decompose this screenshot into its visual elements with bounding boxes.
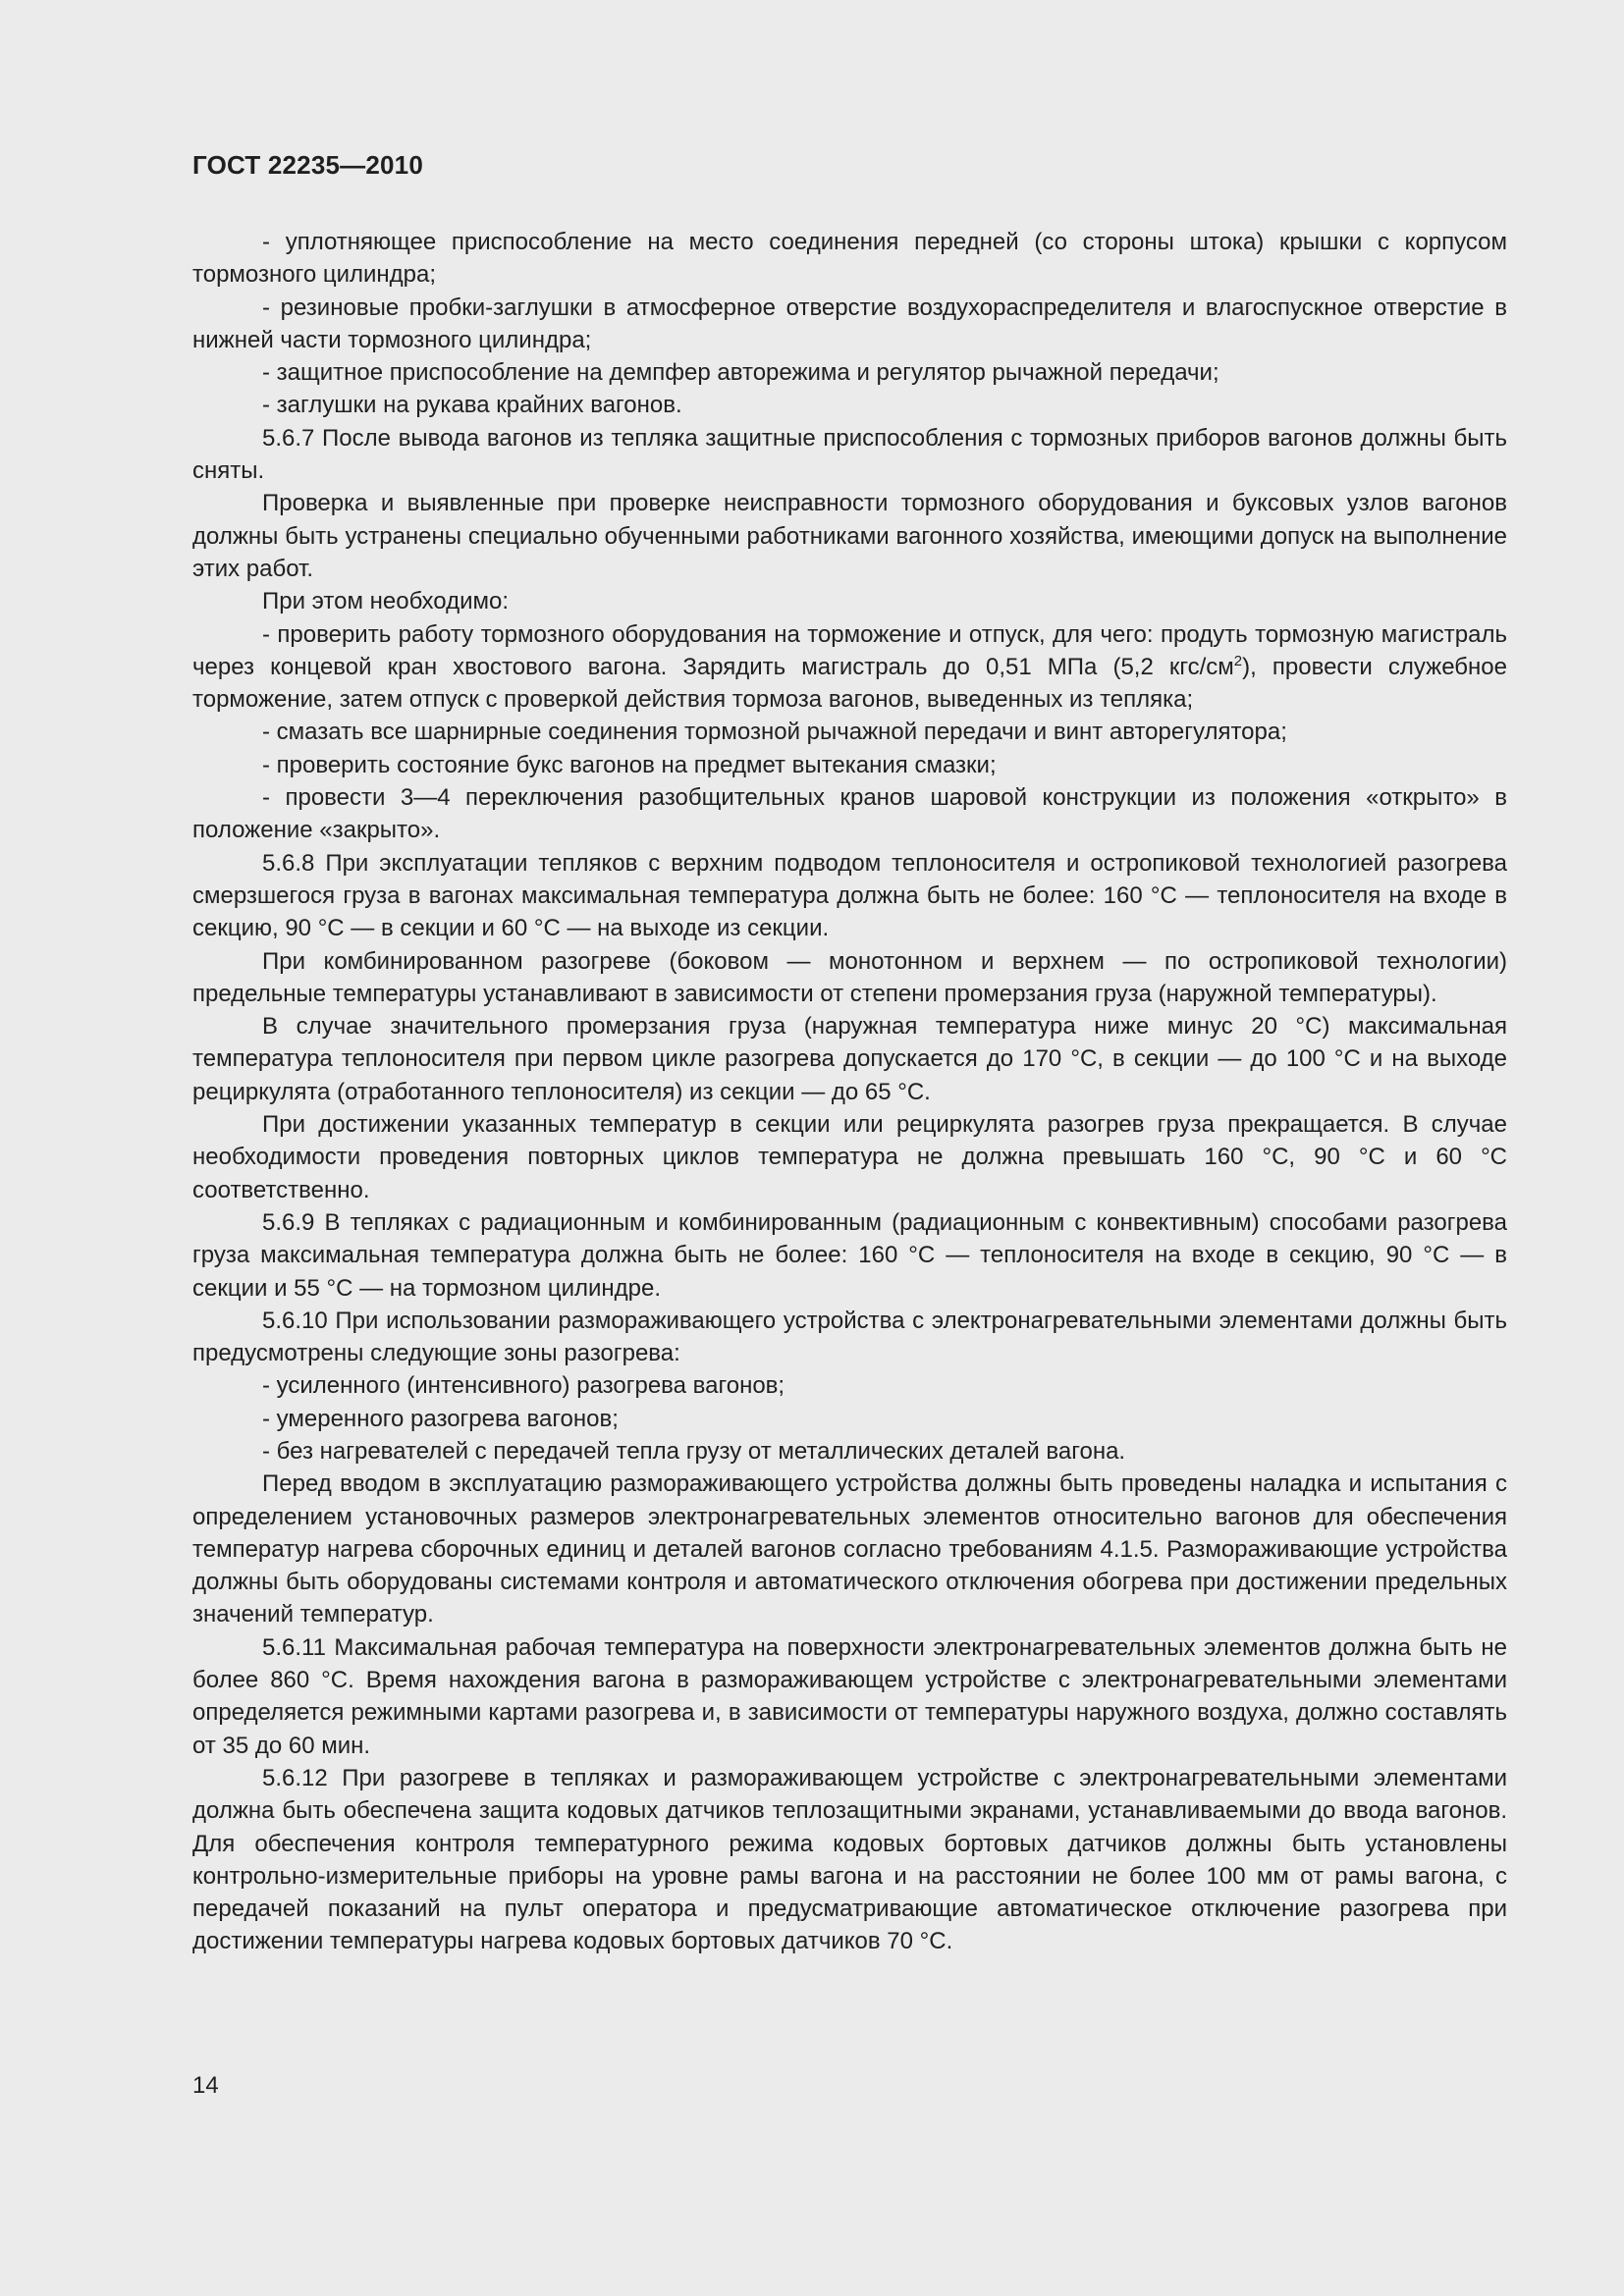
paragraph-8 xyxy=(192,618,1507,717)
paragraph-2: - резиновые пробки-заглушки в атмосферное отверстие воздухораспределителя и влагоспускное отверстие в нижней части тормозного цилиндра; xyxy=(192,294,1507,353)
paragraph-10: - проверить состояние букс вагонов на предмет вытекания смазки; xyxy=(262,751,997,778)
paragraph-1: - уплотняющее приспособление на место соединения передней (со стороны штока) крышки с корпусом тормозного цилиндра; xyxy=(192,229,1507,289)
document-body xyxy=(192,226,1507,1958)
paragraph-14: В случае значительного промерзания груза (наружная температура ниже минус 20 °С) максимальная температура теплоносителя при первом цикле разогрева допускается до 170 °С, в секции — до 100 °С и на выходе рециркулята (отработанного теплоносителя) из секции — до 65 °С. xyxy=(192,1013,1507,1105)
paragraph-13: При комбинированном разогреве (боковом — монотонном и верхнем — по остропиковой технологии) предельные температуры устанавливают в зависимости от степени промерзания груза (наружной температуры). xyxy=(192,947,1507,1007)
paragraph-20: - без нагревателей с передачей тепла грузу от металлических деталей вагона. xyxy=(262,1437,1126,1465)
paragraph-21: Перед вводом в эксплуатацию размораживающего устройства должны быть проведены наладка и испытания с определением установочных размеров электронагревательных элементов относительно вагонов для обеспечения температур нагрева сборочных единиц и деталей вагонов согласно требованиям 4.1.5. Размораживающие устройства должны быть оборудованы системами контроля и автоматического отключения обогрева при достижении предельных значений температур. xyxy=(192,1470,1507,1629)
paragraph-4: - заглушки на рукава крайних вагонов. xyxy=(262,392,682,419)
paragraph-6: Проверка и выявленные при проверке неисправности тормозного оборудования и буксовых узлов вагонов должны быть устранены специально обученными работниками вагонного хозяйства, имеющими допуск на выполнение этих работ. xyxy=(192,490,1507,582)
page-number: 14 xyxy=(192,2072,219,2099)
paragraph-9: - смазать все шарнирные соединения тормозной рычажной передачи и винт авторегулятора; xyxy=(262,719,1287,746)
paragraph-22: 5.6.11 Максимальная рабочая температура на поверхности электронагревательных элементов должна быть не более 860 °С. Время нахождения вагона в размораживающем устройстве с электронагревательными элементами определяется режимными картами разогрева и, в зависимости от температуры наружного воздуха, должно составлять от 35 до 60 мин. xyxy=(192,1633,1507,1759)
paragraph-8-text: - проверить работу тормозного оборудования на торможение и отпуск, для чего: продуть тормозную магистраль через концевой кран хвостового вагона. Зарядить магистраль до 0,51 МПа (5,2 кгс/см xyxy=(192,620,1507,680)
paragraph-11: - провести 3—4 переключения разобщительных кранов шаровой конструкции из положения «открыто» в положение «закрыто». xyxy=(192,784,1507,844)
paragraph-15: При достижении указанных температур в секции или рециркулята разогрев груза прекращается. В случае необходимости проведения повторных циклов температура не должна превышать 160 °С, 90 °С и 60 °С соответственно. xyxy=(192,1111,1507,1203)
paragraph-16: 5.6.9 В тепляках с радиационным и комбинированным (радиационным с конвективным) способами разогрева груза максимальная температура должна быть не более: 160 °С — теплоносителя на входе в секцию, 90 °С — в секции и 55 °С — на тормозном цилиндре. xyxy=(192,1208,1507,1302)
paragraph-23: 5.6.12 При разогреве в тепляках и размораживающем устройстве с электронагревательными элементами должна быть обеспечена защита кодовых датчиков теплозащитными экранами, устанавливаемыми до ввода вагонов. Для обеспечения контроля температурного режима кодовых бортовых датчиков должны быть установлены контрольно-измерительные приборы на уровне рамы вагона и на расстоянии не более 100 мм от рамы вагона, с передачей показаний на пульт оператора и предусматривающие автоматическое отключение разогрева при достижении температуры нагрева кодовых бортовых датчиков 70 °С. xyxy=(192,1764,1507,1955)
paragraph-17: 5.6.10 При использовании размораживающего устройства с электронагревательными элементами должны быть предусмотрены следующие зоны разогрева: xyxy=(192,1307,1507,1367)
superscript-2: 2 xyxy=(1233,652,1243,669)
paragraph-8-continuation: ), провести служебное торможение, затем отпуск с проверкой действия тормоза вагонов, выведенных из тепляка; xyxy=(192,653,1507,714)
document-header: ГОСТ 22235—2010 xyxy=(192,150,423,180)
paragraph-18: - усиленного (интенсивного) разогрева вагонов; xyxy=(262,1372,785,1400)
paragraph-19: - умеренного разогрева вагонов; xyxy=(262,1405,619,1432)
paragraph-5: 5.6.7 После вывода вагонов из тепляка защитные приспособления с тормозных приборов вагонов должны быть сняты. xyxy=(192,424,1507,485)
paragraph-7: При этом необходимо: xyxy=(262,588,510,615)
paragraph-12: 5.6.8 При эксплуатации тепляков с верхним подводом теплоносителя и остропиковой технологией разогрева смерзшегося груза в вагонах максимальная температура должна быть не более: 160 °С — теплоносителя на входе в секцию, 90 °С — в секции и 60 °С — на выходе из секции. xyxy=(192,849,1507,942)
paragraph-3: - защитное приспособление на демпфер авторежима и регулятор рычажной передачи; xyxy=(262,359,1219,387)
